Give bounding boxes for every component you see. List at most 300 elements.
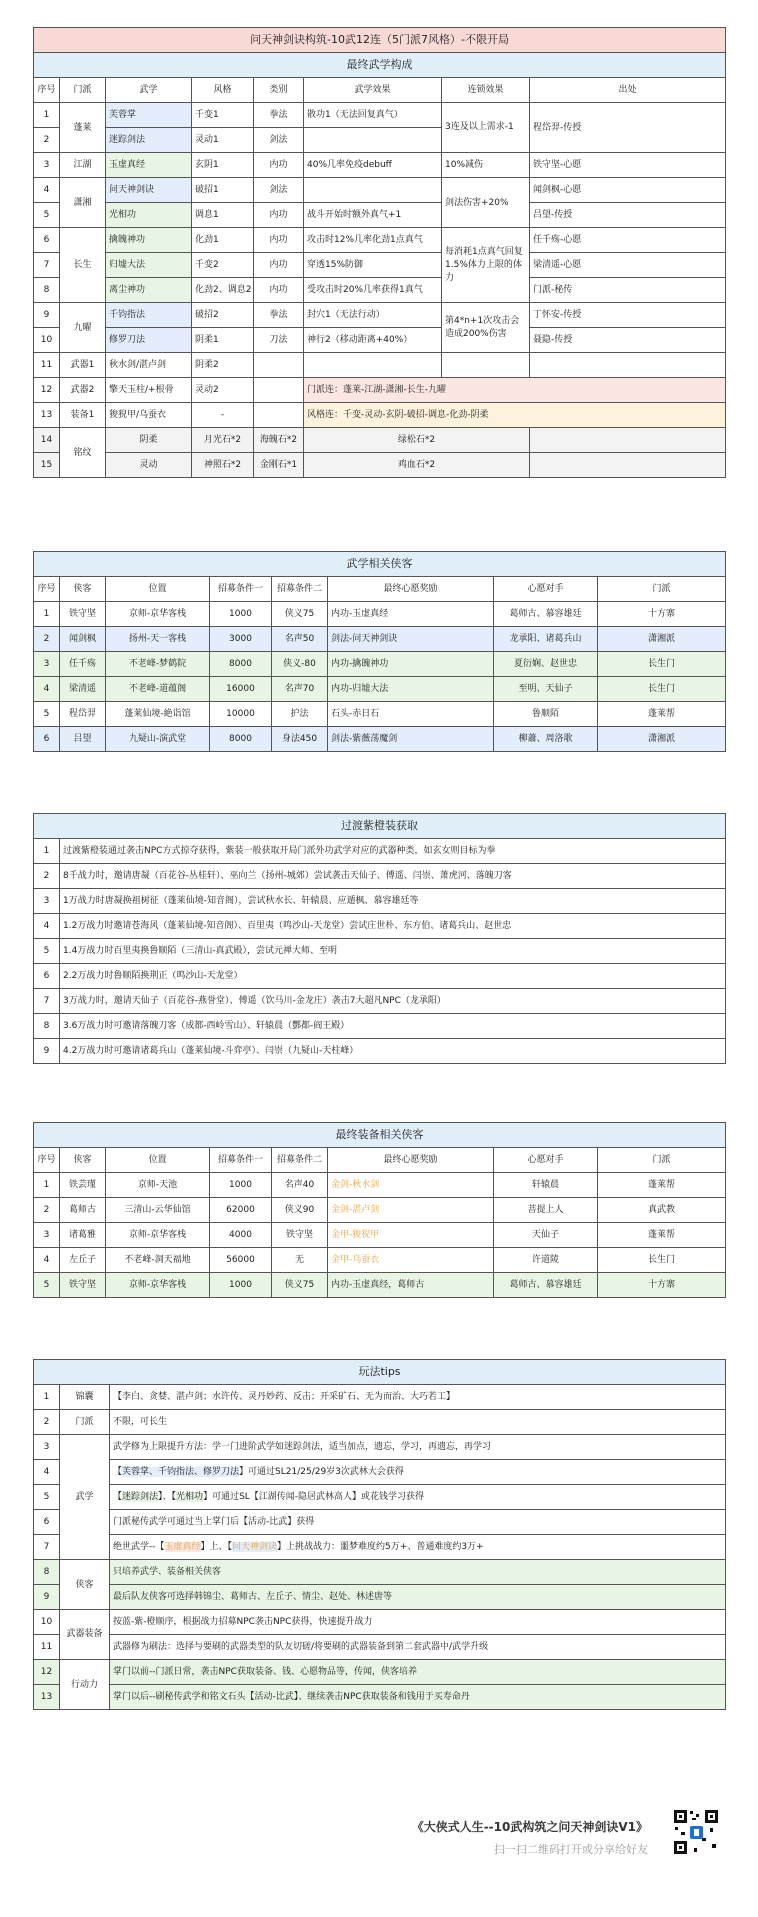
- cell: 武器2: [60, 378, 106, 403]
- table-row: [34, 1014, 726, 1039]
- gear-transition-table: [33, 813, 726, 1064]
- cell: 擎天玉柱/+根骨: [106, 378, 192, 403]
- cell: 4: [34, 677, 60, 702]
- table-row: [34, 1510, 726, 1535]
- cell: 15: [34, 453, 60, 478]
- cell: 蓬莱帮: [598, 702, 726, 727]
- cell: 内功-归墟大法: [328, 677, 494, 702]
- cell: 内功: [254, 228, 304, 253]
- cell: 4000: [210, 1223, 272, 1248]
- footer-subtitle: 扫一扫二维码打开或分享给好友: [494, 1843, 648, 1856]
- cell: 海魄石*2: [254, 428, 304, 453]
- cell: [304, 128, 442, 153]
- table-row: [34, 403, 726, 428]
- cell: 武器1: [60, 353, 106, 378]
- text: 【: [113, 1492, 123, 1502]
- section-title: 玩法tips: [34, 1360, 726, 1385]
- cell: 10%减伤: [442, 153, 530, 178]
- cell: 3: [34, 1223, 60, 1248]
- table-row: [34, 1039, 726, 1064]
- cell: 武学修为上限提升方法：学一门进阶武学如迷踪剑法，适当加点，遗忘，学习，再遗忘，再学习: [110, 1435, 726, 1460]
- cell: [530, 428, 726, 453]
- cell: 内功: [254, 203, 304, 228]
- col-header: 侠客: [60, 577, 106, 602]
- cell: 3: [34, 153, 60, 178]
- cell: 真武教: [598, 1198, 726, 1223]
- cell: 铁芸瑾: [60, 1173, 106, 1198]
- table-row: [34, 1610, 726, 1635]
- cell: 8000: [210, 727, 272, 752]
- cell: 丁怀安-传授: [530, 303, 726, 328]
- cell: 9: [34, 1039, 60, 1064]
- cell: 受攻击时20%几率获得1真气: [304, 278, 442, 303]
- cell: 吕望: [60, 727, 106, 752]
- table-row: [34, 1273, 726, 1298]
- cell: 长生门: [598, 652, 726, 677]
- cell: 潇湘: [60, 178, 106, 228]
- cell: 5: [34, 702, 60, 727]
- cell: 名声50: [272, 627, 328, 652]
- cell: [110, 1485, 726, 1510]
- cell: 侠义-80: [272, 652, 328, 677]
- text: 】可通过SL【江湖传闻-隐居武林高人】或花钱学习获得: [203, 1492, 425, 1502]
- cell: 鲁顺陌: [494, 702, 598, 727]
- cell: 神照石*2: [192, 453, 254, 478]
- cell: 菩提上人: [494, 1198, 598, 1223]
- cell: 【李白、贪婪、湛卢剑；水许传、灵丹妙药、反击；开采矿石、无为而治、大巧若工】: [110, 1385, 726, 1410]
- col-header: 门派: [598, 577, 726, 602]
- cell: 石头-赤日石: [328, 702, 494, 727]
- table-row: [34, 677, 726, 702]
- cell: 许道陵: [494, 1248, 598, 1273]
- table-row: [34, 1660, 726, 1685]
- cell: 12: [34, 1660, 60, 1685]
- cell: 9: [34, 303, 60, 328]
- cell: 56000: [210, 1248, 272, 1273]
- table-row: [34, 253, 726, 278]
- table-row: [34, 453, 726, 478]
- cell: 闻剑枫-心愿: [530, 178, 726, 203]
- cell: 金剑-湛卢剑: [328, 1198, 494, 1223]
- col-header: 最终心愿奖励: [328, 577, 494, 602]
- cell: 门派-秘传: [530, 278, 726, 303]
- cell: [304, 353, 442, 378]
- cell: 掌门以前--门派日常，袭击NPC获取装备、钱、心愿物品等，传闻，侠客培养: [110, 1660, 726, 1685]
- cell: 侠客: [60, 1560, 110, 1610]
- cell: 62000: [210, 1198, 272, 1223]
- cell: 2: [34, 128, 60, 153]
- table-row: [34, 1435, 726, 1460]
- banner-title: 问天神剑诀构筑-10武12连（5门派7风格）-不限开局: [34, 28, 726, 53]
- cell: 铁守坚: [272, 1223, 328, 1248]
- col-header: 出处: [530, 78, 726, 103]
- qr-code-icon[interactable]: [672, 1808, 720, 1856]
- cell: 修罗刀法: [106, 328, 192, 353]
- cell: 金刚石*1: [254, 453, 304, 478]
- cell: 左丘子: [60, 1248, 106, 1273]
- col-header: 序号: [34, 1148, 60, 1173]
- cell: 6: [34, 964, 60, 989]
- cell: 铁守坚-心愿: [530, 153, 726, 178]
- cell: 迷踪剑法: [106, 128, 192, 153]
- cell: 程岱羿: [60, 702, 106, 727]
- cell: 剑法伤害+20%: [442, 178, 530, 228]
- cell: 玉虚真经: [106, 153, 192, 178]
- table-row: [34, 1410, 726, 1435]
- col-header: 招募条件二: [272, 1148, 328, 1173]
- cell: 九曜: [60, 303, 106, 353]
- table-row: [34, 702, 726, 727]
- cell: 1: [34, 103, 60, 128]
- col-header: 武学效果: [304, 78, 442, 103]
- cell: [110, 1535, 726, 1560]
- table-row: [34, 1685, 726, 1710]
- cell: 名声70: [272, 677, 328, 702]
- cell: 神行2（移动距离+40%）: [304, 328, 442, 353]
- cell: 不老峰-梦鹤院: [106, 652, 210, 677]
- col-header: 类别: [254, 78, 304, 103]
- cell: 1000: [210, 1173, 272, 1198]
- cell: 2: [34, 627, 60, 652]
- cell: 1.2万战力时邀请苍海风（蓬莱仙境-知音阁）、百里夷（鸣沙山-天龙堂）尝试庄世朴、东方伯、诸葛兵山、赵世忠: [60, 914, 726, 939]
- cell: 蓬莱帮: [598, 1173, 726, 1198]
- cell: [254, 403, 304, 428]
- cell: 掌门以后--刷秘传武学和铭文石头【活动-比武】、继续袭击NPC获取装备和钱用于买寿命丹: [110, 1685, 726, 1710]
- table-row: [34, 1535, 726, 1560]
- cell: 玄阴1: [192, 153, 254, 178]
- cell: 江湖: [60, 153, 106, 178]
- table-row: [34, 1198, 726, 1223]
- cell: 阴柔: [106, 428, 192, 453]
- cell: 10: [34, 328, 60, 353]
- cell: 阴柔1: [192, 328, 254, 353]
- table-row: [34, 889, 726, 914]
- cell: 葛师古、慕容雄廷: [494, 602, 598, 627]
- cell: 1: [34, 839, 60, 864]
- cell: 任千殇: [60, 652, 106, 677]
- cell: 1: [34, 1173, 60, 1198]
- cell: 5: [34, 1273, 60, 1298]
- cell: 按蓝-紫-橙顺序，根据战力招募NPC袭击NPC获得，快速提升战力: [110, 1610, 726, 1635]
- cell: 16000: [210, 677, 272, 702]
- text: 绝世武学--【: [113, 1542, 165, 1552]
- cell: 3: [34, 1435, 60, 1460]
- cell: 拳法: [254, 303, 304, 328]
- text: 】、【: [158, 1492, 177, 1502]
- cell: 柳蕭、周洛歌: [494, 727, 598, 752]
- section-title: 过渡紫橙装获取: [34, 814, 726, 839]
- col-header: 门派: [60, 78, 106, 103]
- cell: [530, 353, 726, 378]
- cell: 6: [34, 1510, 60, 1535]
- highlight-text: 芙蓉掌、千钧指法、修罗刀法: [122, 1467, 240, 1477]
- cell: 最后队友侠客可选择韩锦尘、葛师古、左丘子、情尘、赵处、林述唐等: [110, 1585, 726, 1610]
- cell: 2: [34, 1198, 60, 1223]
- cell: 名声40: [272, 1173, 328, 1198]
- table-row: [34, 328, 726, 353]
- cell: 天仙子: [494, 1223, 598, 1248]
- col-header: 序号: [34, 78, 60, 103]
- table-row: [34, 627, 726, 652]
- cell: 破招2: [192, 303, 254, 328]
- cell: 十方寨: [598, 602, 726, 627]
- cell: 13: [34, 1685, 60, 1710]
- text: 】上、【: [200, 1542, 233, 1552]
- cell: 秋水剑/湛卢剑: [106, 353, 192, 378]
- col-header: 连锁效果: [442, 78, 530, 103]
- cell: 铁守坚: [60, 602, 106, 627]
- cell: 7: [34, 253, 60, 278]
- cell: 化劲1: [192, 228, 254, 253]
- cell: 锦囊: [60, 1385, 110, 1410]
- cell: 战斗开始时额外真气+1: [304, 203, 442, 228]
- cell: 3: [34, 652, 60, 677]
- cell: 铭纹: [60, 428, 106, 478]
- cell: 潇湘派: [598, 627, 726, 652]
- col-header: 门派: [598, 1148, 726, 1173]
- tips-table: [33, 1359, 726, 1710]
- cell: 绿松石*2: [304, 428, 530, 453]
- table-row: [34, 378, 726, 403]
- cell: 长生门: [598, 677, 726, 702]
- cell: 龙承阳、诸葛兵山: [494, 627, 598, 652]
- table-header-row: [34, 1148, 726, 1173]
- cell: 8: [34, 1560, 60, 1585]
- cell: 金剑-秋水剑: [328, 1173, 494, 1198]
- cell: 京师-京华客栈: [106, 1223, 210, 1248]
- cell: 8000: [210, 652, 272, 677]
- cell: 离尘神功: [106, 278, 192, 303]
- cell: 拳法: [254, 103, 304, 128]
- cell: 4: [34, 1248, 60, 1273]
- col-header: 招募条件一: [210, 577, 272, 602]
- cell: 1万战力时唐凝换祖树征（蓬莱仙境-知音阁），尝试秋水长、轩辕晨、应遁枫、慕容雄廷等: [60, 889, 726, 914]
- cell: 内功: [254, 278, 304, 303]
- cell: 聂隐-传授: [530, 328, 726, 353]
- cell: 侠义75: [272, 1273, 328, 1298]
- table-row: [34, 1485, 726, 1510]
- table-row: [34, 353, 726, 378]
- cell: 门派连：蓬莱-江湖-潇湘-长生-九曜: [304, 378, 726, 403]
- cell: 4: [34, 178, 60, 203]
- cell: [530, 453, 726, 478]
- cell: 金甲-狻猊甲: [328, 1223, 494, 1248]
- highlight-text: 问天神剑诀: [232, 1542, 278, 1552]
- gear-hero-table: [33, 1122, 726, 1298]
- cell: 葛师古、慕容雄廷: [494, 1273, 598, 1298]
- cell: 芙蓉掌: [106, 103, 192, 128]
- cell: 十方寨: [598, 1273, 726, 1298]
- cell: 长生门: [598, 1248, 726, 1273]
- col-header: 招募条件一: [210, 1148, 272, 1173]
- cell: 任千殇-心愿: [530, 228, 726, 253]
- table-row: [34, 652, 726, 677]
- col-header: 最终心愿奖励: [328, 1148, 494, 1173]
- table-row: [34, 1585, 726, 1610]
- cell: 过渡紫橙装通过袭击NPC方式掠夺获得，紫装一般获取开局门派外功武学对应的武器种类，如玄女则目标为拳: [60, 839, 726, 864]
- table-row: [34, 1460, 726, 1485]
- cell: 40%几率免疫debuff: [304, 153, 442, 178]
- cell: 梁清遥: [60, 677, 106, 702]
- cell: 鸡血石*2: [304, 453, 530, 478]
- cell: 化劲2、调息2: [192, 278, 254, 303]
- cell: 京师-天池: [106, 1173, 210, 1198]
- footer-title: 《大侠式人生--10武构筑之问天神剑诀V1》: [411, 1820, 648, 1834]
- cell: 1.4万战力时百里夷换鲁顺陌（三清山-真武殿），尝试元禅大师、至明: [60, 939, 726, 964]
- skill-hero-table: [33, 551, 726, 752]
- cell: 内功-玉虚真经: [328, 602, 494, 627]
- table-row: [34, 1385, 726, 1410]
- cell: 无: [272, 1248, 328, 1273]
- cell: 九疑山-演武堂: [106, 727, 210, 752]
- cell: 剑法-问天神剑诀: [328, 627, 494, 652]
- cell: 9: [34, 1585, 60, 1610]
- cell: 千变2: [192, 253, 254, 278]
- cell: 护法: [272, 702, 328, 727]
- cell: 3万战力时，邀请天仙子（百花谷-燕誉堂）、傅遥（饮马川-金龙庄）袭击7大超凡NPC（龙承阳）: [60, 989, 726, 1014]
- cell: 武器修为刷法：选择与要刷的武器类型的队友切磋/将要刷的武器装备到第二套武器中/武学升级: [110, 1635, 726, 1660]
- cell: 至明、天仙子: [494, 677, 598, 702]
- cell: 1000: [210, 602, 272, 627]
- table-row: [34, 1560, 726, 1585]
- cell: 6: [34, 727, 60, 752]
- cell: 侠义90: [272, 1198, 328, 1223]
- col-header: 心愿对手: [494, 577, 598, 602]
- table-row: [34, 602, 726, 627]
- cell: 3: [34, 889, 60, 914]
- table-row: [34, 1173, 726, 1198]
- cell: 诸葛雅: [60, 1223, 106, 1248]
- cell: 每消耗1点真气回复1.5%体力上限的体力: [442, 228, 530, 303]
- col-header: 侠客: [60, 1148, 106, 1173]
- table-row: [34, 1223, 726, 1248]
- cell: 武学: [60, 1435, 110, 1560]
- cell: 轩辕晨: [494, 1173, 598, 1198]
- cell: 2.2万战力时鲁顺陌换荆正（鸣沙山-天龙堂）: [60, 964, 726, 989]
- text: 【: [113, 1467, 123, 1477]
- cell: 狻猊甲/乌蚕衣: [106, 403, 192, 428]
- cell: 8千战力时，邀请唐凝（百花谷-丛桂轩）、巫向兰（扬州-城郊）尝试袭击天仙子、傅遥、闫崇、萧虎河、落魄刀客: [60, 864, 726, 889]
- cell: 归墟大法: [106, 253, 192, 278]
- col-header: 武学: [106, 78, 192, 103]
- cell: 10: [34, 1610, 60, 1635]
- cell: 不老峰-道蕴阁: [106, 677, 210, 702]
- cell: [110, 1460, 726, 1485]
- table-row: [34, 989, 726, 1014]
- table-row: [34, 839, 726, 864]
- cell: 3.6万战力时可邀请落魄刀客（成都-西岭雪山）、轩辕晨（酆都-阎王殿）: [60, 1014, 726, 1039]
- table-row: [34, 1635, 726, 1660]
- cell: 5: [34, 1485, 60, 1510]
- cell: 武器装备: [60, 1610, 110, 1660]
- cell: 2: [34, 1410, 60, 1435]
- cell: 蓬莱帮: [598, 1223, 726, 1248]
- cell: 京师-京华客栈: [106, 1273, 210, 1298]
- cell: 剑法-紫薇荡魔剑: [328, 727, 494, 752]
- cell: 4: [34, 1460, 60, 1485]
- table-row: [34, 964, 726, 989]
- table-row: [34, 914, 726, 939]
- cell: 灵动1: [192, 128, 254, 153]
- cell: [304, 178, 442, 203]
- cell: 金甲-乌蚕衣: [328, 1248, 494, 1273]
- highlight-text: 玉虚真经: [164, 1542, 201, 1552]
- skill-build-table: [33, 27, 726, 478]
- cell: 7: [34, 989, 60, 1014]
- cell: 铁守坚: [60, 1273, 106, 1298]
- cell: 1: [34, 602, 60, 627]
- cell: 8: [34, 1014, 60, 1039]
- table-header-row: [34, 577, 726, 602]
- table-row: [34, 203, 726, 228]
- table-row: [34, 864, 726, 889]
- cell: 14: [34, 428, 60, 453]
- footer: [412, 1818, 648, 1857]
- cell: 灵动: [106, 453, 192, 478]
- table-row: [34, 278, 726, 303]
- cell: 光相功: [106, 203, 192, 228]
- cell: 问天神剑诀: [106, 178, 192, 203]
- table-header-row: [34, 78, 726, 103]
- table-row: [34, 228, 726, 253]
- cell: 行动力: [60, 1660, 110, 1710]
- col-header: 风格: [192, 78, 254, 103]
- cell: 散功1（无法回复真气）: [304, 103, 442, 128]
- cell: 千钧指法: [106, 303, 192, 328]
- table-row: [34, 727, 726, 752]
- table-row: [34, 103, 726, 128]
- cell: 封穴1（无法行动）: [304, 303, 442, 328]
- cell: 剑法: [254, 178, 304, 203]
- cell: 身法450: [272, 727, 328, 752]
- cell: [254, 353, 304, 378]
- cell: [254, 378, 304, 403]
- cell: 只培养武学、装备相关侠客: [110, 1560, 726, 1585]
- section-title: 最终武学构成: [34, 53, 726, 78]
- table-row: [34, 153, 726, 178]
- cell: 7: [34, 1535, 60, 1560]
- cell: 4.2万战力时可邀请诸葛兵山（蓬莱仙境-斗弈亭）、闫崇（九疑山-天柱峰）: [60, 1039, 726, 1064]
- cell: 内功-玉虚真经，葛师古: [328, 1273, 494, 1298]
- cell: 3000: [210, 627, 272, 652]
- table-row: [34, 939, 726, 964]
- cell: 剑法: [254, 128, 304, 153]
- cell: 门派秘传武学可通过当上掌门后【活动-比武】获得: [110, 1510, 726, 1535]
- text: 】可通过SL21/25/29岁3次武林大会获得: [239, 1467, 404, 1477]
- cell: 千变1: [192, 103, 254, 128]
- cell: 蓬莱: [60, 103, 106, 153]
- table-row: [34, 178, 726, 203]
- cell: 调息1: [192, 203, 254, 228]
- cell: 穿透15%防御: [304, 253, 442, 278]
- col-header: 位置: [106, 1148, 210, 1173]
- cell: 闻剑枫: [60, 627, 106, 652]
- col-header: 序号: [34, 577, 60, 602]
- cell: 长生: [60, 228, 106, 303]
- cell: 第4*n+1次攻击会造成200%伤害: [442, 303, 530, 353]
- cell: 破招1: [192, 178, 254, 203]
- table-row: [34, 428, 726, 453]
- cell: -: [192, 403, 254, 428]
- cell: 不老峰-洞天福地: [106, 1248, 210, 1273]
- section-title: 武学相关侠客: [34, 552, 726, 577]
- col-header: 心愿对手: [494, 1148, 598, 1173]
- cell: 2: [34, 864, 60, 889]
- cell: 夏衍娴、赵世忠: [494, 652, 598, 677]
- cell: 吕望-传授: [530, 203, 726, 228]
- cell: 京师-京华客栈: [106, 602, 210, 627]
- cell: 13: [34, 403, 60, 428]
